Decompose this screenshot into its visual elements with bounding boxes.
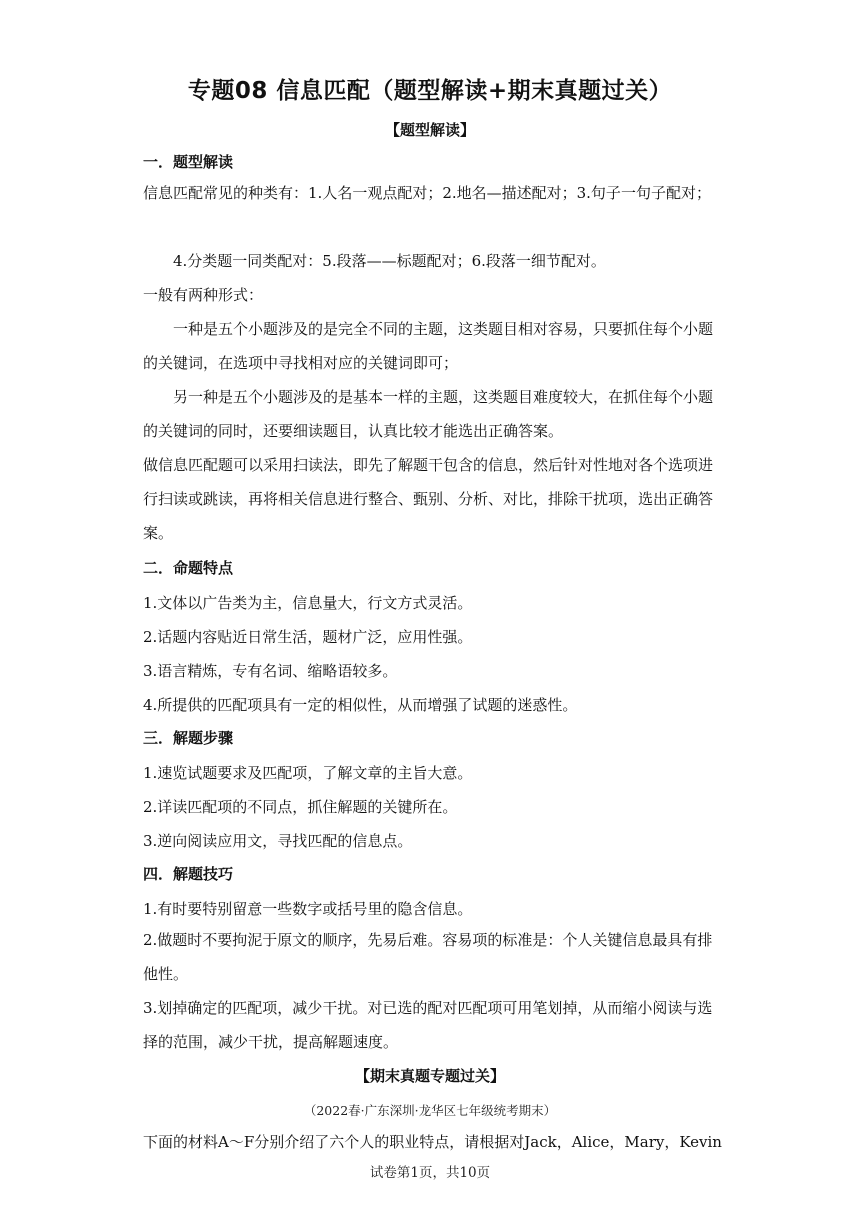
page-footer: 试卷第1页，共10页 xyxy=(369,1165,491,1181)
section-heading-exam: 【期末真题专题过关】 xyxy=(354,1067,505,1085)
exam-intro: 下面的材料A～F分别介绍了六个人的职业特点，请根据对Jack，Alice，Mary，Kevin xyxy=(143,1133,722,1151)
heading-type-interpret: 一．题型解读 xyxy=(143,153,234,171)
page-title: 专题08 信息匹配（题型解读+期末真题过关） xyxy=(187,78,673,104)
tip-item: 1.有时要特别留意一些数字或括号里的隐含信息。 xyxy=(143,900,473,918)
section-heading-interpret: 【题型解读】 xyxy=(384,121,475,139)
heading-tips: 四．解题技巧 xyxy=(143,865,234,883)
step-item: 3.逆向阅读应用文，寻找匹配的信息点。 xyxy=(143,832,413,850)
paragraph-form-one: 一种是五个小题涉及的是完全不同的主题，这类题目相对容易，只要抓住每个小题的关键词，在选项中寻找相对应的关键词即可； xyxy=(143,320,714,372)
feature-item: 2.话题内容贴近日常生活，题材广泛，应用性强。 xyxy=(143,628,473,646)
tip-item: 3.划掉确定的匹配项，减少干扰。对已选的配对匹配项可用笔划掉，从而缩小阅读与选择的范围，减少干扰，提高解题速度。 xyxy=(143,999,713,1051)
paragraph-types: 信息匹配常见的种类有：1.人名一观点配对；2.地名—描述配对；3.句子一句子配对； xyxy=(143,184,711,202)
paragraph-form-two: 另一种是五个小题涉及的是基本一样的主题，这类题目难度较大，在抓住每个小题的关键词的同时，还要细读题目，认真比较才能选出正确答案。 xyxy=(143,388,714,440)
exam-source: （2022春·广东深圳·龙华区七年级统考期末） xyxy=(303,1103,557,1118)
feature-item: 4.所提供的匹配项具有一定的相似性，从而增强了试题的迷惑性。 xyxy=(143,696,578,714)
paragraph-types-cont: 4.分类题一同类配对：5.段落——标题配对；6.段落一细节配对。 xyxy=(173,252,606,270)
paragraph-scan-method: 做信息匹配题可以采用扫读法，即先了解题干包含的信息，然后针对性地对各个选项进行扫读或跳读，再将相关信息进行整合、甄别、分析、对比，排除干扰项，选出正确答案。 xyxy=(143,456,714,542)
step-item: 2.详读匹配项的不同点，抓住解题的关键所在。 xyxy=(143,798,458,816)
feature-item: 1.文体以广告类为主，信息量大，行文方式灵活。 xyxy=(143,594,473,612)
paragraph-two-forms: 一般有两种形式： xyxy=(143,286,264,304)
heading-steps: 三．解题步骤 xyxy=(143,729,234,747)
step-item: 1.速览试题要求及匹配项，了解文章的主旨大意。 xyxy=(143,764,473,782)
feature-item: 3.语言精炼，专有名词、缩略语较多。 xyxy=(143,662,398,680)
heading-features: 二．命题特点 xyxy=(143,559,234,577)
tip-item: 2.做题时不要拘泥于原文的顺序，先易后难。容易项的标准是：个人关键信息最具有排他性。 xyxy=(143,931,713,983)
